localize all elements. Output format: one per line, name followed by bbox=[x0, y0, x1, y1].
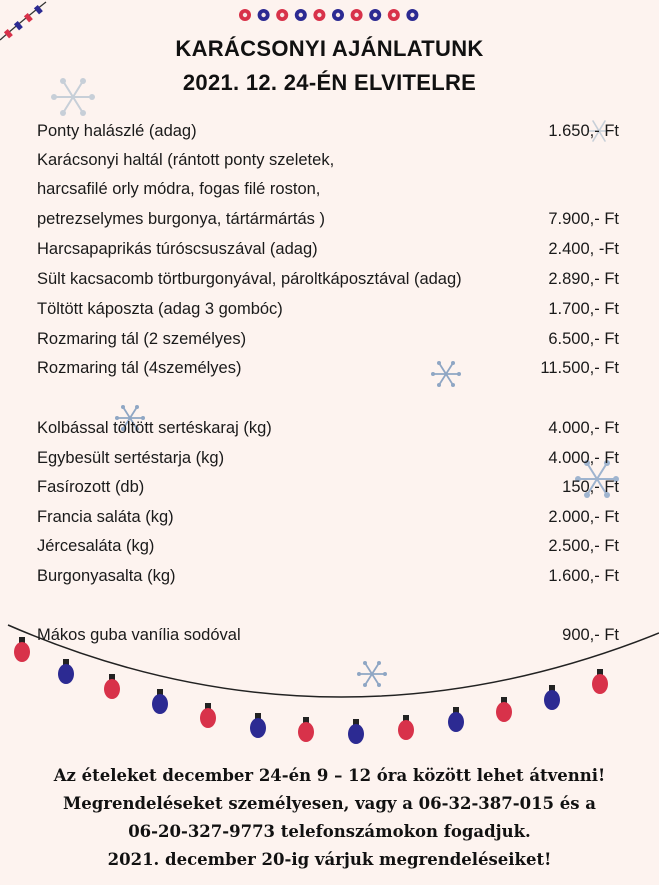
menu-item-price: 900,- Ft bbox=[562, 626, 619, 644]
menu-item-name: Karácsonyi haltál (rántott ponty szeletek, bbox=[37, 151, 335, 169]
menu-item-name: Rozmaring tál (4személyes) bbox=[37, 359, 242, 377]
menu-item bbox=[37, 415, 619, 441]
menu-item-price: 6.500,- Ft bbox=[548, 330, 619, 348]
menu-item bbox=[37, 296, 619, 322]
menu-item bbox=[37, 622, 619, 648]
menu-item bbox=[37, 445, 619, 471]
menu-item-price: 2.890,- Ft bbox=[548, 270, 619, 288]
menu-item-name: Egybesült sertéstarja (kg) bbox=[37, 449, 225, 467]
page-title: KARÁCSONYI AJÁNLATUNK bbox=[175, 36, 484, 61]
menu-item-name: Fasírozott (db) bbox=[37, 478, 145, 496]
menu-item-name: Kolbással töltött sertéskaraj (kg) bbox=[37, 419, 272, 437]
menu-item-price: 2.000,- Ft bbox=[548, 508, 619, 526]
menu-item-name: petrezselymes burgonya, tártármártás ) bbox=[37, 210, 325, 228]
deadline-info: 2021. december 20-ig várjuk megrendeléseiket! bbox=[107, 850, 552, 869]
menu-item bbox=[37, 206, 619, 232]
menu-item-price: 11.500,- Ft bbox=[540, 359, 619, 377]
menu-item-name: Rozmaring tál (2 személyes) bbox=[37, 330, 247, 348]
menu-item bbox=[37, 355, 619, 381]
menu-item bbox=[37, 118, 619, 144]
menu-item-price: 1.700,- Ft bbox=[548, 300, 619, 318]
menu-item-name: harcsafilé orly módra, fogas filé roston, bbox=[37, 180, 321, 198]
order-info: Megrendeléseket személyesen, vagy a 06-32-387-015 és a bbox=[62, 794, 596, 813]
menu-item bbox=[37, 266, 619, 292]
flower-garland-icon bbox=[236, 6, 422, 24]
menu-item-name: Töltött káposzta (adag 3 gombóc) bbox=[37, 300, 283, 318]
menu-item-price: 2.500,- Ft bbox=[548, 537, 619, 555]
menu-item bbox=[37, 504, 619, 530]
menu-item-name: Mákos guba vanília sodóval bbox=[37, 626, 241, 644]
menu-item bbox=[37, 236, 619, 262]
menu-item-name: Burgonyasalta (kg) bbox=[37, 567, 176, 585]
menu-item-price: 150,- Ft bbox=[562, 478, 619, 496]
menu-item-price: 4.000,- Ft bbox=[548, 419, 619, 437]
menu-item bbox=[37, 474, 619, 500]
menu-item-price: 1.600,- Ft bbox=[548, 567, 619, 585]
menu-item-name: Sült kacsacomb törtburgonyával, pároltkáposztával (adag) bbox=[37, 270, 462, 288]
phone-info: 06-20-327-9773 telefonszámokon fogadjuk. bbox=[128, 822, 531, 841]
menu-item bbox=[37, 176, 619, 202]
menu-item bbox=[37, 563, 619, 589]
menu-item-name: Jércesaláta (kg) bbox=[37, 537, 155, 555]
menu-item-price: 4.000,- Ft bbox=[548, 449, 619, 467]
menu-item bbox=[37, 533, 619, 559]
menu-item-price: 1.650,- Ft bbox=[548, 122, 619, 140]
menu-item bbox=[37, 147, 619, 173]
pickup-info: Az ételeket december 24-én 9 – 12 óra között lehet átvenni! bbox=[53, 766, 606, 785]
menu-item-name: Francia saláta (kg) bbox=[37, 508, 174, 526]
menu-item-price: 2.400, -Ft bbox=[548, 240, 619, 258]
menu-item-name: Ponty halászlé (adag) bbox=[37, 122, 197, 140]
menu-item-price: 7.900,- Ft bbox=[548, 210, 619, 228]
menu-item-name: Harcsapaprikás túróscsuszával (adag) bbox=[37, 240, 318, 258]
menu-item bbox=[37, 326, 619, 352]
page-subtitle: 2021. 12. 24-ÉN ELVITELRE bbox=[182, 70, 477, 95]
